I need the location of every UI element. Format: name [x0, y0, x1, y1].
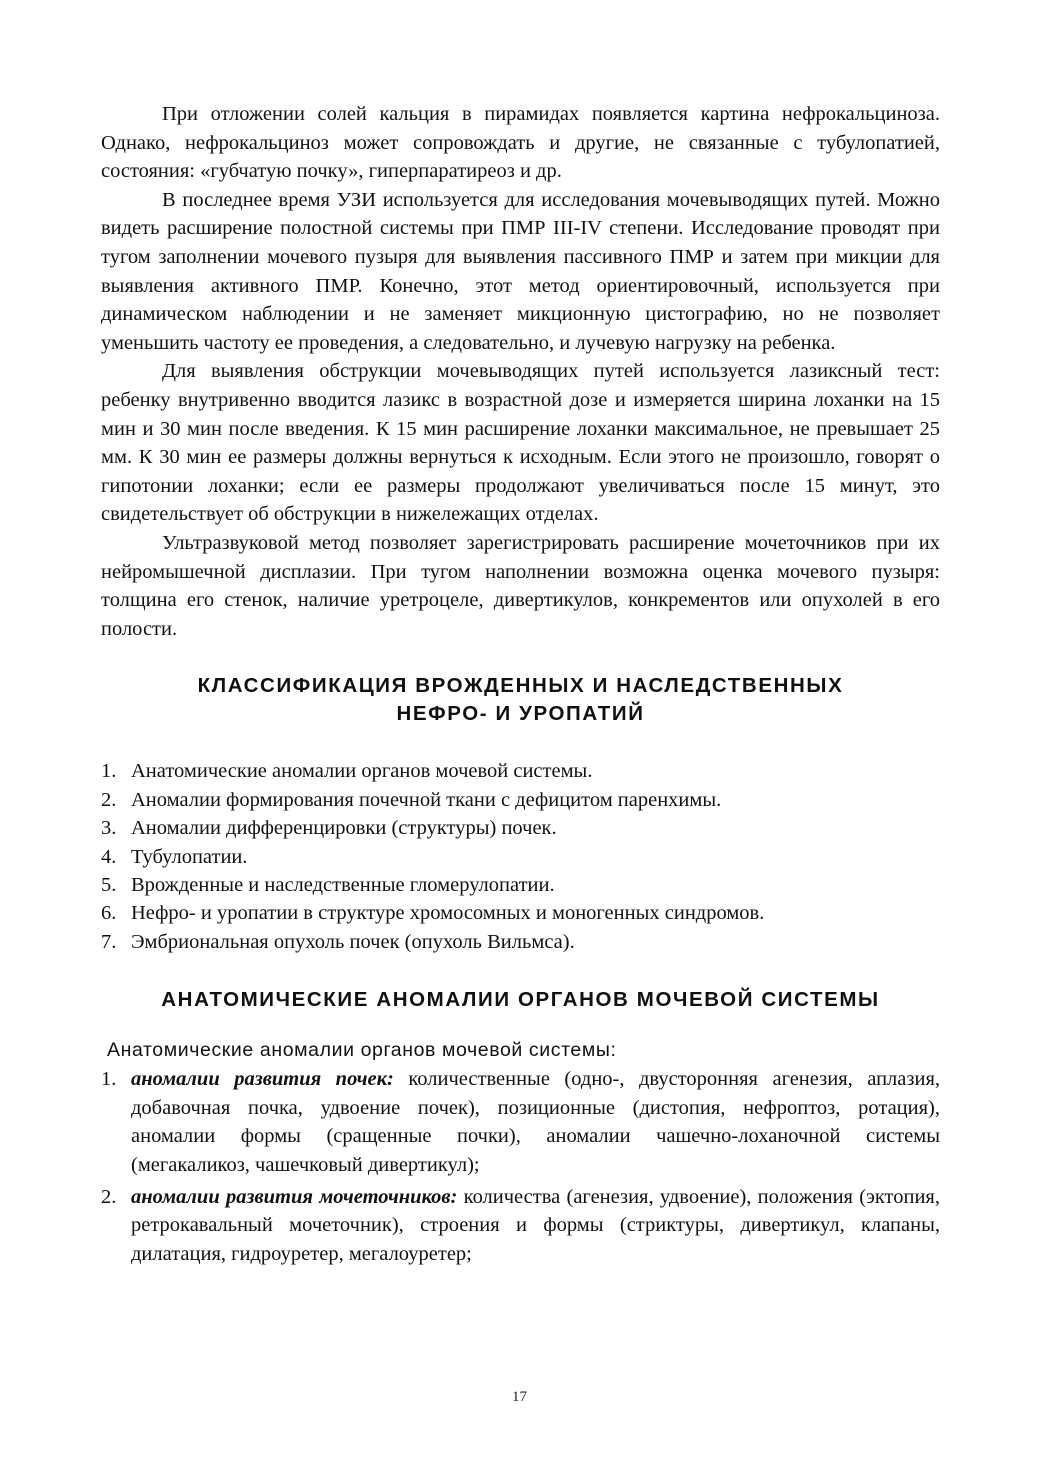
list-item-text: Тубулопатии.	[131, 845, 248, 868]
list-item	[101, 899, 940, 927]
page-number: 17	[512, 1389, 527, 1405]
list-item-term: аномалии развития почек:	[131, 1068, 394, 1091]
list-item	[101, 871, 940, 899]
list-item	[101, 843, 940, 871]
list-item-text: количественные (одно-, двусторонняя агенезия, аплазия, добавочная почка, удвоение почек), позиционные (дистопия, нефроптоз, ротация), аномалии формы (сращенные почки), аномалии чашечно-лоханочной системы (мегакаликоз, чашечковый дивертикул);	[131, 1068, 940, 1176]
classification-list	[101, 757, 940, 956]
classification-heading	[101, 672, 940, 728]
anomalies-heading: АНАТОМИЧЕСКИЕ АНОМАЛИИ ОРГАНОВ МОЧЕВОЙ СИСТЕМЫ	[161, 988, 880, 1012]
list-item-number: 2.	[101, 1185, 117, 1208]
paragraph-ultrasound-urinary-tract: В последнее время УЗИ используется для исследования мочевыводящих путей. Можно видеть расширение полостной системы при ПМР III-IV степени. Исследование проводят при тугом заполнении мочевого пузыря для выявления пассивного ПМР и затем при микции для выявления активного ПМР. Конечно, этот метод ориентировочный, используется при динамическом наблюдении и не заменяет микционную цистографию, но не позволяет уменьшить частоту ее проведения, а следовательно, и лучевую нагрузку на ребенка.	[101, 188, 940, 354]
list-item	[101, 786, 940, 814]
list-item	[101, 1065, 940, 1179]
list-item-text: Нефро- и уропатии в структуре хромосомных и моногенных синдромов.	[131, 902, 765, 925]
anomalies-intro: Анатомические аномалии органов мочевой системы:	[107, 1039, 617, 1062]
classification-heading-line2: НЕФРО- И УРОПАТИЙ	[396, 702, 645, 726]
list-item-number: 4.	[101, 845, 117, 868]
list-item-number: 5.	[101, 873, 117, 896]
page-content	[101, 100, 940, 1268]
list-item-text: Аномалии формирования почечной ткани с дефицитом паренхимы.	[131, 788, 722, 811]
list-item-text: Аномалии дифференцировки (структуры) почек.	[131, 817, 557, 840]
list-item-text: Эмбриональная опухоль почек (опухоль Вильмса).	[131, 930, 575, 953]
list-item-number: 3.	[101, 817, 117, 840]
list-item-text: количества (агенезия, удвоение), положения (эктопия, ретрокавальный мочеточник), строения и формы (стриктуры, дивертикул, клапаны, дилатация, гидроуретер, мегалоуретер;	[131, 1185, 940, 1265]
list-item	[101, 814, 940, 842]
paragraph-lasix-test: Для выявления обструкции мочевыводящих путей используется лазиксный тест: ребенку внутривенно вводится лазикс в возрастной дозе и измеряется ширина лоханки на 15 мин и 30 мин после введения. К 15 мин расширение лоханки максимальное, не превышает 25 мм. К 30 мин ее размеры должны вернуться к исходным. Если этого не произошло, говорят о гипотонии лоханки; если ее размеры продолжают увеличиваться после 15 минут, это свидетельствует об обструкции в нижележащих отделах.	[101, 360, 940, 526]
list-item-text: Врожденные и наследственные гломерулопатии.	[131, 873, 555, 896]
paragraph-nephrocalcinosis: При отложении солей кальция в пирамидах появляется картина нефрокальциноза. Однако, нефрокальциноз может сопровождать и другие, не связанные с тубулопатией, состояния: «губчатую почку», гиперпаратиреоз и др.	[101, 103, 940, 183]
list-item-number: 7.	[101, 930, 117, 953]
list-item-number: 1.	[101, 1068, 117, 1091]
list-item-number: 2.	[101, 788, 117, 811]
list-item-text: Анатомические аномалии органов мочевой системы.	[131, 760, 593, 783]
list-item-number: 1.	[101, 760, 117, 783]
list-item	[101, 928, 940, 956]
list-item-number: 6.	[101, 902, 117, 925]
list-item-term: аномалии развития мочеточников:	[131, 1185, 458, 1208]
classification-heading-line1: КЛАССИФИКАЦИЯ ВРОЖДЕННЫХ И НАСЛЕДСТВЕННЫХ	[197, 674, 844, 698]
list-item	[101, 1183, 940, 1269]
anomalies-list	[101, 1065, 940, 1268]
paragraph-ureter-dysplasia: Ультразвуковой метод позволяет зарегистрировать расширение мочеточников при их нейромышечной дисплазии. При тугом наполнении возможна оценка мочевого пузыря: толщина его стенок, наличие уретроцеле, дивертикулов, конкрементов или опухолей в его полости.	[101, 531, 940, 640]
list-item	[101, 757, 940, 785]
